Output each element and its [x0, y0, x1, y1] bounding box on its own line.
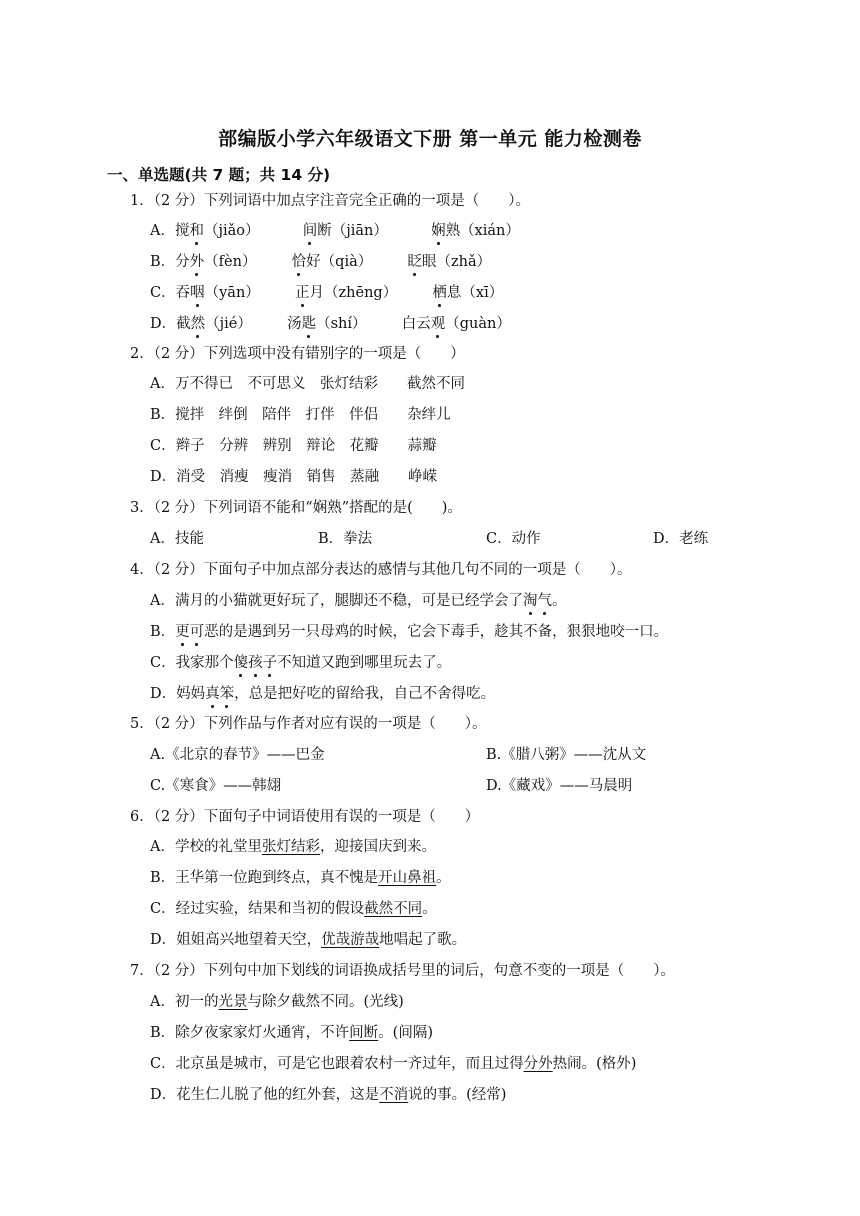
question-2-stem: 2．（2 分）下列选项中没有错别字的一项是（ ） — [130, 346, 465, 362]
question-5-option-d: D.《藏戏》——马晨明 — [486, 778, 633, 794]
page-title: 部编版小学六年级语文下册 第一单元 能力检测卷 — [218, 128, 642, 150]
question-3-option-d: D．老练 — [653, 531, 709, 547]
question-5-option-c: C.《寒食》——韩翃 — [150, 778, 282, 794]
question-6-option-c: C．经过实验，结果和当初的假设截然不同。 — [150, 901, 437, 917]
question-3-option-a: A．技能 — [150, 531, 204, 547]
question-4-option-c: C．我家那个傻孩子不知道又跑到哪里玩去了。 — [150, 651, 451, 672]
question-1-option-d: D．截然（jié） 汤匙（shí） 白云观（guàn） — [150, 312, 511, 333]
question-2-option-b: B．搅拌 绊倒 陪伴 打伴 伴侣 杂绊儿 — [150, 407, 451, 423]
question-4-stem: 4．（2 分）下面句子中加点部分表达的感情与其他几句不同的一项是（ ）。 — [130, 562, 632, 578]
question-5-stem: 5．（2 分）下列作品与作者对应有误的一项是（ ）。 — [130, 716, 487, 732]
question-1-option-b: B．分外（fèn） 恰好（qià） 眨眼（zhǎ） — [150, 250, 491, 271]
question-1-option-c: C．吞咽（yān） 正月（zhēng） 栖息（xī） — [150, 281, 503, 302]
question-3-option-c: C．动作 — [486, 531, 541, 547]
question-7-option-a: A．初一的光景与除夕截然不同。(光线) — [150, 994, 404, 1010]
question-6-stem: 6．（2 分）下面句子中词语使用有误的一项是（ ） — [130, 809, 480, 825]
question-4-option-b: B．更可恶的是遇到另一只母鸡的时候，它会下毒手，趁其不备，狠狠地咬一口。 — [150, 620, 668, 641]
question-6-option-a: A．学校的礼堂里张灯结彩，迎接国庆到来。 — [150, 839, 436, 855]
question-7-option-d: D．花生仁儿脱了他的红外套，这是不消说的事。(经常) — [150, 1087, 507, 1103]
question-1-option-a: A．搅和（jiǎo） 间断（jiān） 娴熟（xián） — [150, 219, 520, 240]
question-7-option-b: B．除夕夜家家灯火通宵，不许间断。(间隔) — [150, 1025, 433, 1041]
question-7-option-c: C．北京虽是城市，可是它也跟着农村一齐过年，而且过得分外热闹。(格外) — [150, 1056, 637, 1072]
question-5-option-b: B.《腊八粥》——沈从文 — [486, 747, 647, 763]
question-2-option-d: D．消受 消瘦 瘦消 销售 蒸融 峥嵘 — [150, 469, 438, 485]
question-7-stem: 7．（2 分）下列句中加下划线的词语换成括号里的词后，句意不变的一项是（ ）。 — [130, 963, 676, 979]
question-5-option-a: A.《北京的春节》——巴金 — [150, 747, 325, 763]
section-heading: 一、单选题(共 7 题；共 14 分) — [107, 166, 331, 184]
question-2-option-a: A．万不得已 不可思义 张灯结彩 截然不同 — [150, 376, 465, 392]
question-6-option-d: D．姐姐高兴地望着天空，优哉游哉地唱起了歌。 — [150, 932, 467, 948]
question-3-option-b: B．拳法 — [318, 531, 373, 547]
question-3-stem: 3．（2 分）下列词语不能和“娴熟”搭配的是( )。 — [130, 500, 462, 516]
question-6-option-b: B．王华第一位跑到终点，真不愧是开山鼻祖。 — [150, 870, 451, 886]
question-1-stem: 1．（2 分）下列词语中加点字注音完全正确的一项是（ ）。 — [130, 193, 531, 209]
question-2-option-c: C．辫子 分辨 辨别 辩论 花瓣 蒜瓣 — [150, 438, 437, 454]
question-4-option-a: A．满月的小猫就更好玩了，腿脚还不稳，可是已经学会了淘气。 — [150, 589, 566, 610]
question-4-option-d: D．妈妈真笨，总是把好吃的留给我，自己不舍得吃。 — [150, 682, 495, 703]
